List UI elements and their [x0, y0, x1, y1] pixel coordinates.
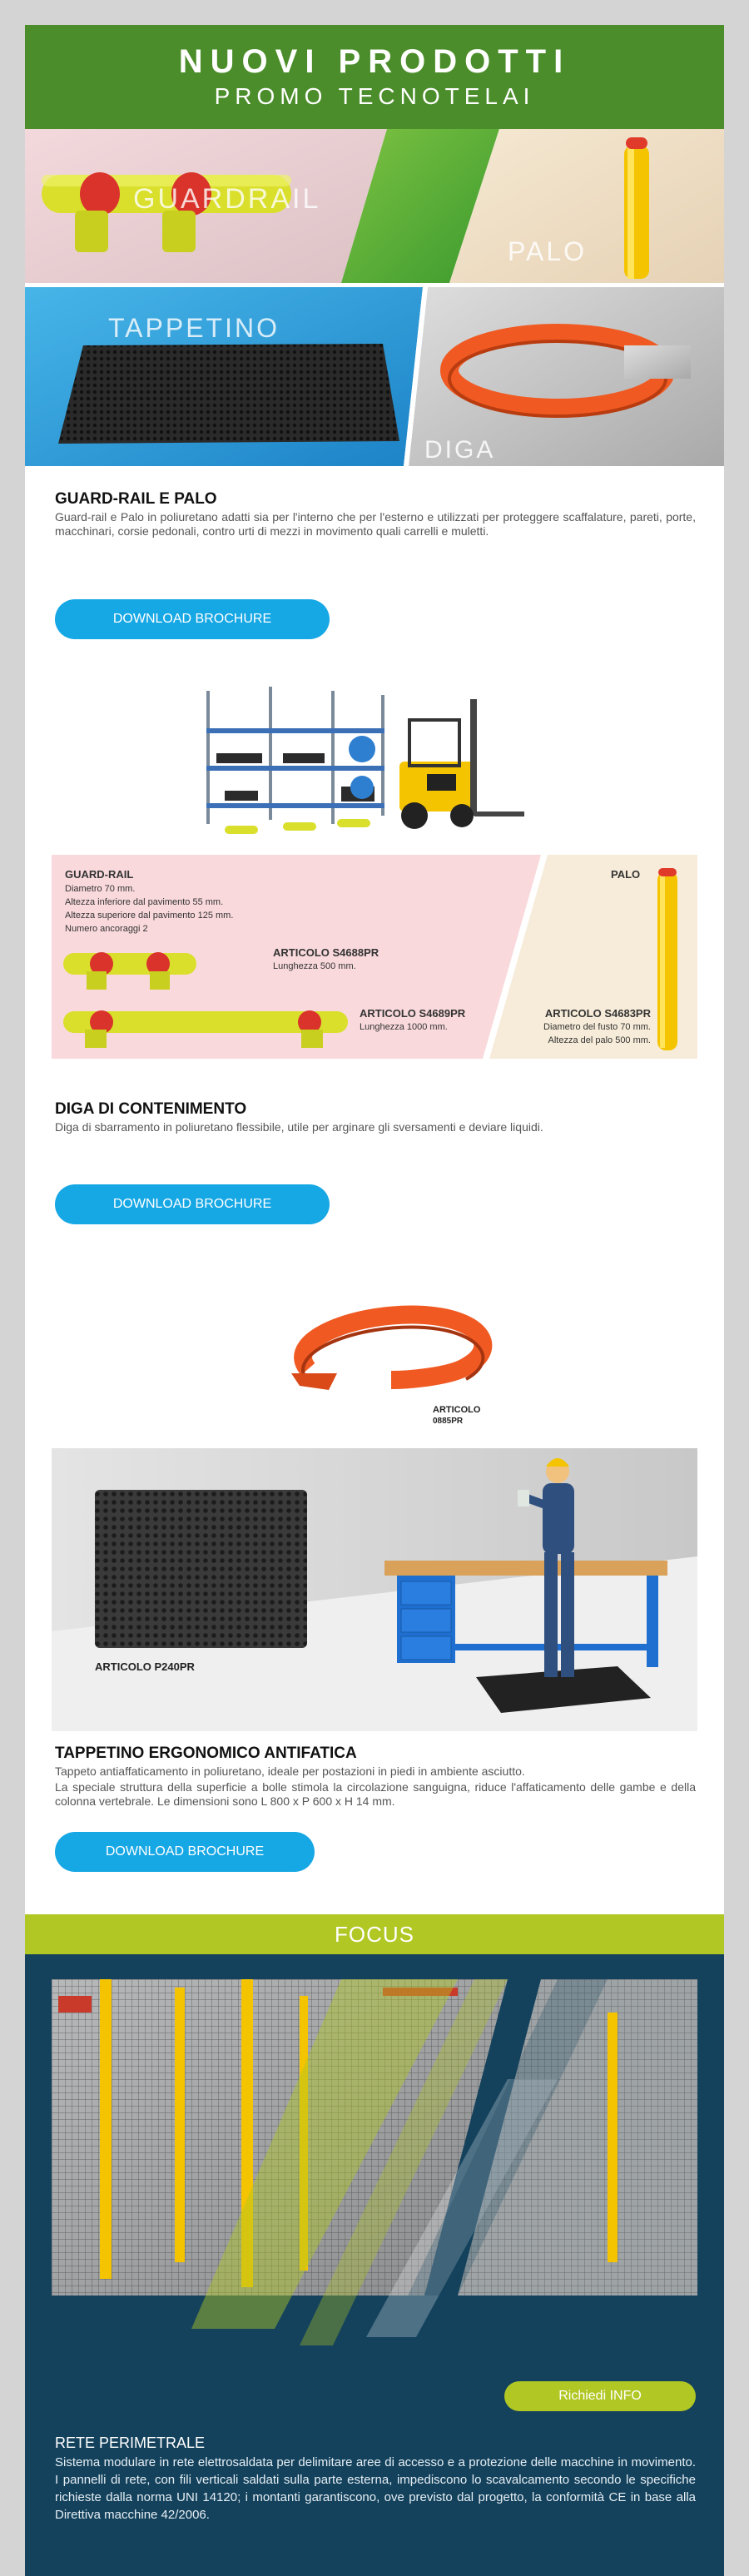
diga-title: DIGA DI CONTENIMENTO: [55, 1100, 247, 1118]
diga-download-button[interactable]: DOWNLOAD BROCHURE: [55, 1184, 330, 1224]
header-subtitle: PROMO TECNOTELAI: [214, 83, 535, 109]
header-title: NUOVI PRODOTTI: [178, 43, 571, 80]
spec-guardrail-line-4: Numero ancoraggi 2: [65, 924, 148, 934]
hero-label-tappetino: TAPPETINO: [108, 313, 280, 343]
tappetino-title: TAPPETINO ERGONOMICO ANTIFATICA: [55, 1745, 357, 1762]
diga-illustration: [258, 1290, 524, 1432]
spec-palo-label: PALO: [611, 868, 641, 881]
spec-art3-line-1: Diametro del fusto 70 mm.: [543, 1022, 651, 1032]
diga-description: Diga di sbarramento in poliuretano flessibile, utile per arginare gli sversamenti e deviare liquidi.: [55, 1120, 543, 1134]
guardrail-download-button[interactable]: DOWNLOAD BROCHURE: [55, 599, 330, 639]
tappetino-art-code: ARTICOLO P240PR: [95, 1660, 195, 1673]
spec-guardrail-line-2: Altezza inferiore dal pavimento 55 mm.: [65, 897, 224, 907]
request-info-button[interactable]: Richiedi INFO: [504, 2381, 696, 2411]
guardrail-specs-panel: [52, 855, 697, 1059]
focus-title: RETE PERIMETRALE: [55, 2435, 206, 2451]
focus-photo-collage: [25, 1979, 724, 2395]
spec-guardrail-line-3: Altezza superiore dal pavimento 125 mm.: [65, 911, 234, 921]
guardrail-description: Guard-rail e Palo in poliuretano adatti sia per l'interno che per l'esterno e utilizzati per proteggere scaffalature, pareti, porte, macchinari, corsie pedonali, contro urti di mezzi in movimento quali carrelli e muletti.: [55, 510, 696, 538]
hero-collage-graphic: [25, 129, 724, 466]
guardrail-title: GUARD-RAIL E PALO: [55, 490, 217, 508]
focus-bar: FOCUS: [25, 1914, 724, 1954]
tappetino-graphic: [52, 1448, 697, 1731]
spec-art1-code: ARTICOLO S4688PR: [273, 946, 379, 959]
header-banner: [25, 25, 724, 129]
tappetino-download-button[interactable]: DOWNLOAD BROCHURE: [55, 1832, 315, 1872]
tappetino-description-1: Tappeto antiaffaticamento in poliuretano, ideale per postazioni in piedi in ambiente asciutto.: [55, 1764, 525, 1778]
tappetino-illustration: [52, 1448, 697, 1731]
hero-label-guardrail: GUARDRAIL: [133, 183, 321, 215]
tappetino-description-2: La speciale struttura della superficie a bolle stimola la circolazione sanguigna, riduce l'affaticamento delle gambe e della colonna vertebrale. Le dimensioni sono L 800 x P 600 x H 14 mm.: [55, 1780, 696, 1808]
warehouse-graphic: [191, 682, 558, 845]
warehouse-illustration: [191, 682, 558, 845]
hero-label-diga: DIGA: [424, 436, 496, 464]
spec-art2-desc: Lunghezza 1000 mm.: [360, 1022, 448, 1032]
hero-collage: [25, 129, 724, 466]
diga-art-num: 0885PR: [433, 1417, 464, 1426]
spec-guardrail-line-1: Diametro 70 mm.: [65, 884, 136, 894]
newsletter: [25, 25, 724, 2576]
spec-art3-line-2: Altezza del palo 500 mm.: [548, 1035, 651, 1045]
diga-graphic: [258, 1290, 524, 1432]
spec-art1-desc: Lunghezza 500 mm.: [273, 961, 356, 971]
diga-art-code: ARTICOLO: [433, 1405, 481, 1415]
hero-label-palo: PALO: [508, 236, 587, 266]
spec-guardrail-label: GUARD-RAIL: [65, 868, 134, 881]
spec-art3-code: ARTICOLO S4683PR: [544, 1007, 651, 1020]
focus-description: Sistema modulare in rete elettrosaldata per delimitare aree di accesso e a protezione delle macchine in movimento. I pannelli di rete, con fili verticali saldati sulla parte esterna, impediscono lo scavalcamento secondo le specifiche richieste dalla norma UNI 14120; i montanti garantiscono, ove previsto dal progetto, la conformità CE in base alla Direttiva macchine 42/2006.: [55, 2455, 696, 2522]
spec-art2-code: ARTICOLO S4689PR: [360, 1007, 466, 1020]
